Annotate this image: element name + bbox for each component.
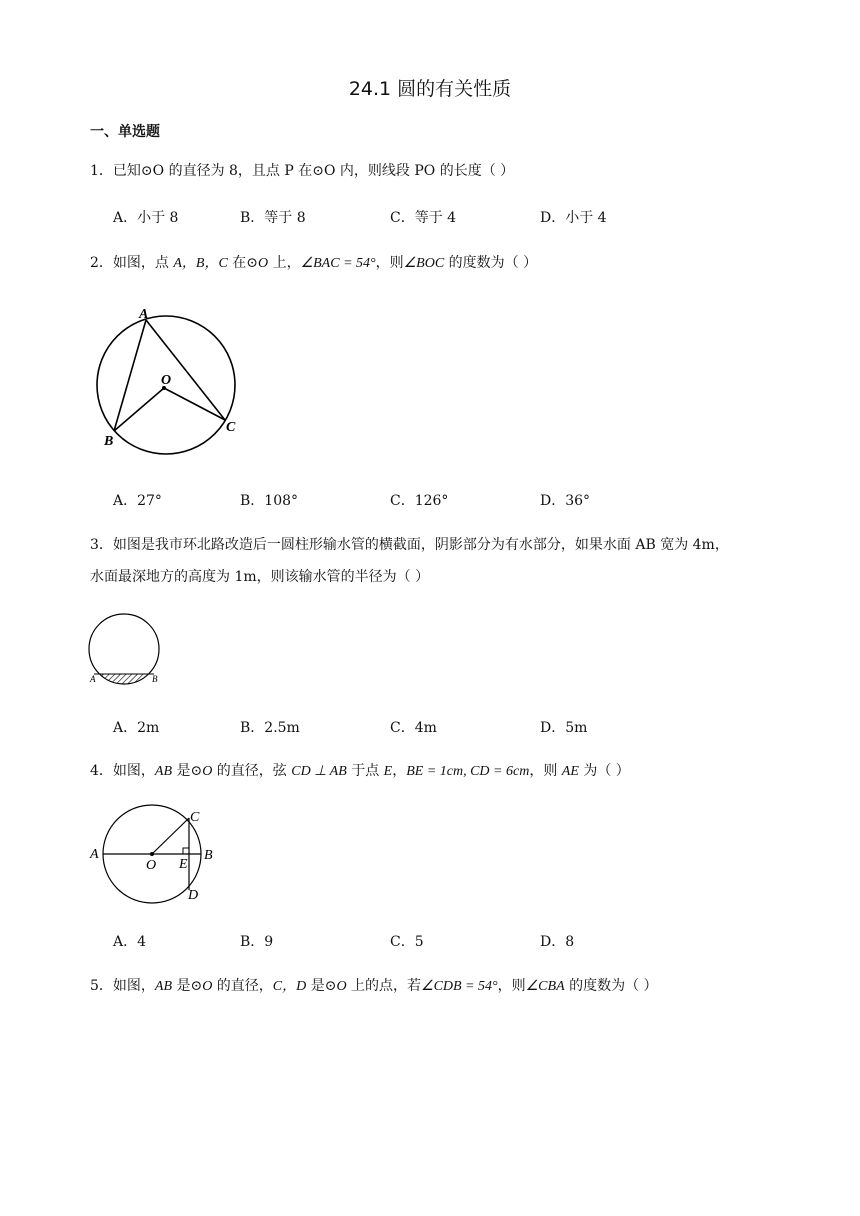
q4-label-o: O	[146, 858, 157, 873]
q2-circle-figure	[90, 300, 260, 460]
q4-option-d: D．8	[540, 934, 575, 950]
q2-option-c: C．126°	[390, 493, 449, 509]
q3-option-c: C．4m	[390, 720, 437, 736]
q4-option-c: C．5	[390, 934, 424, 950]
q1-option-a: A．小于 8	[113, 210, 179, 226]
q2-label-a: A	[139, 307, 149, 322]
q1-option-b: B．等于 8	[240, 210, 306, 226]
question-2-text: 2．如图，点 A，B，C 在⊙O 上，∠BAC = 54°，则∠BOC 的度数为（ ）	[90, 255, 538, 271]
q3-label-b: B	[152, 674, 158, 684]
q3-option-d: D．5m	[540, 720, 588, 736]
q3-pipe-figure	[86, 612, 166, 692]
q3-option-b: B．2.5m	[240, 720, 300, 736]
q2-label-b: B	[104, 434, 114, 449]
q4-label-a: A	[90, 847, 99, 862]
q4-label-d: D	[188, 888, 199, 903]
question-3-line-2: 水面最深地方的高度为 1m，则该输水管的半径为（ ）	[90, 569, 430, 585]
q2-label-o: O	[161, 373, 172, 388]
q4-option-b: B．9	[240, 934, 274, 950]
q1-option-c: C．等于 4	[390, 210, 457, 226]
q4-label-c: C	[190, 810, 200, 825]
q4-option-a: A．4	[113, 934, 147, 950]
section-heading: 一、单选题	[90, 124, 160, 140]
q4-label-e: E	[179, 857, 188, 872]
question-5-text: 5．如图，AB 是⊙O 的直径，C，D 是⊙O 上的点，若∠CDB = 54°，则∠CBA 的度数为（ ）	[90, 978, 658, 994]
q2-option-a: A．27°	[113, 493, 162, 509]
q1-option-d: D．小于 4	[540, 210, 607, 226]
question-1-text: 1．已知⊙O 的直径为 8，且点 P 在⊙O 内，则线段 PO 的长度（ ）	[90, 163, 515, 179]
question-3-line-1: 3．如图是我市环北路改造后一圆柱形输水管的横截面，阴影部分为有水部分，如果水面 AB 宽为 4m，	[90, 537, 729, 553]
q2-option-d: D．36°	[540, 493, 591, 509]
q3-option-a: A．2m	[113, 720, 160, 736]
q2-option-b: B．108°	[240, 493, 299, 509]
q3-label-a: A	[90, 674, 96, 684]
q4-label-b: B	[204, 848, 213, 863]
q2-label-c: C	[226, 420, 236, 435]
question-4-text: 4．如图，AB 是⊙O 的直径，弦 CD ⊥ AB 于点 E，BE = 1cm, CD = 6cm，则 AE 为（ ）	[90, 763, 630, 779]
page-title: 24.1 圆的有关性质	[348, 78, 512, 100]
q4-circle-figure	[86, 800, 226, 910]
